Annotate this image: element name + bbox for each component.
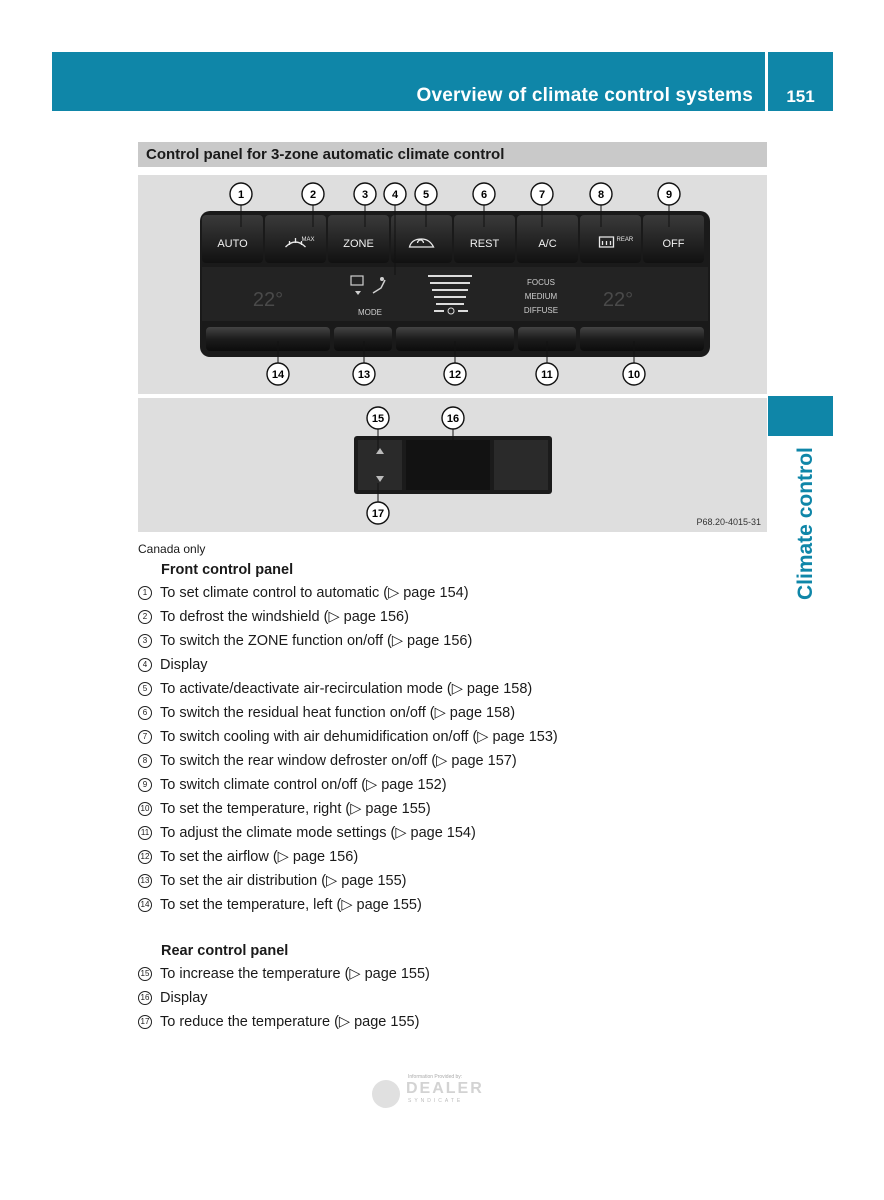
logo-name: DEALER bbox=[406, 1080, 484, 1097]
callout-8: 8 bbox=[597, 189, 605, 201]
temp-right-rocker[interactable] bbox=[580, 327, 704, 351]
callout-2: 2 bbox=[309, 189, 317, 201]
page-number: 151 bbox=[786, 87, 815, 106]
legend-item bbox=[138, 821, 558, 845]
legend-text: Display bbox=[160, 657, 208, 673]
legend-text: To activate/deactivate air-recirculation mode (▷ page 158) bbox=[160, 681, 533, 697]
callout-7: 7 bbox=[538, 189, 546, 201]
front-panel-illustration bbox=[138, 175, 767, 394]
front-panel-heading: Front control panel bbox=[161, 562, 294, 578]
air-distribution-rocker[interactable] bbox=[334, 327, 392, 351]
region-note: Canada only bbox=[138, 542, 206, 556]
front-panel-figure bbox=[138, 175, 767, 394]
legend-number: 5 bbox=[138, 682, 152, 696]
legend-text: To set the temperature, right (▷ page 155) bbox=[160, 801, 431, 817]
logo-emblem bbox=[372, 1080, 400, 1108]
logo-tagline: Information Provided by: bbox=[408, 1074, 463, 1080]
logo-subtitle: SYNDICATE bbox=[408, 1098, 464, 1104]
legend-item bbox=[138, 653, 558, 677]
max-label: MAX bbox=[301, 237, 315, 243]
legend-number: 15 bbox=[138, 967, 152, 981]
legend-number: 11 bbox=[138, 826, 152, 840]
temp-right-display: 22° bbox=[602, 289, 634, 311]
section-heading-bar bbox=[138, 142, 767, 167]
legend-item bbox=[138, 986, 430, 1010]
legend-text: To set the airflow (▷ page 156) bbox=[160, 849, 359, 865]
rear-display bbox=[406, 440, 490, 490]
legend-text: To switch cooling with air dehumidification on/off (▷ page 153) bbox=[160, 729, 558, 745]
legend-item bbox=[138, 725, 558, 749]
rear-blank-panel bbox=[494, 440, 548, 490]
legend-item bbox=[138, 677, 558, 701]
callout-17: 17 bbox=[371, 508, 385, 520]
callout-10: 10 bbox=[627, 369, 641, 381]
callout-13: 13 bbox=[357, 369, 371, 381]
legend-text: To switch the ZONE function on/off (▷ page 156) bbox=[160, 633, 473, 649]
mode-label: MODE bbox=[358, 308, 382, 317]
climate-mode-focus: FOCUS bbox=[527, 278, 555, 287]
page-number-box bbox=[768, 52, 833, 111]
legend-text: To switch climate control on/off (▷ page 152) bbox=[160, 777, 447, 793]
legend-number: 16 bbox=[138, 991, 152, 1005]
chapter-label: Climate control bbox=[794, 447, 817, 600]
legend-number: 14 bbox=[138, 898, 152, 912]
legend-number: 4 bbox=[138, 658, 152, 672]
legend-item bbox=[138, 869, 558, 893]
legend-item bbox=[138, 581, 558, 605]
rear-temp-rocker[interactable] bbox=[358, 440, 402, 490]
climate-mode-diffuse: DIFFUSE bbox=[523, 306, 559, 315]
legend-text: To defrost the windshield (▷ page 156) bbox=[160, 609, 409, 625]
callout-14: 14 bbox=[271, 369, 285, 381]
rear-panel-illustration bbox=[138, 398, 767, 532]
legend-number: 9 bbox=[138, 778, 152, 792]
legend-number: 10 bbox=[138, 802, 152, 816]
legend-number: 17 bbox=[138, 1015, 152, 1029]
callout-11: 11 bbox=[541, 369, 553, 381]
chapter-tab bbox=[768, 396, 833, 436]
legend-item bbox=[138, 773, 558, 797]
legend-text: To reduce the temperature (▷ page 155) bbox=[160, 1014, 420, 1030]
legend-number: 8 bbox=[138, 754, 152, 768]
callout-16: 16 bbox=[446, 413, 460, 425]
legend-item bbox=[138, 605, 558, 629]
legend-item bbox=[138, 962, 430, 986]
callout-3: 3 bbox=[361, 189, 369, 201]
off-button-label: OFF bbox=[662, 238, 685, 250]
zone-button-label: ZONE bbox=[343, 238, 374, 250]
temp-left-rocker[interactable] bbox=[206, 327, 330, 351]
temp-left-display: 22° bbox=[252, 289, 284, 311]
legend-text: To set climate control to automatic (▷ page 154) bbox=[160, 585, 469, 601]
callout-1: 1 bbox=[237, 189, 245, 201]
rear-panel-legend bbox=[138, 962, 430, 1034]
page-title: Overview of climate control systems bbox=[416, 85, 753, 106]
rear-panel-heading: Rear control panel bbox=[161, 943, 289, 959]
legend-item bbox=[138, 797, 558, 821]
callout-12: 12 bbox=[448, 369, 462, 381]
legend-text: To adjust the climate mode settings (▷ page 154) bbox=[160, 825, 476, 841]
legend-text: To switch the residual heat function on/off (▷ page 158) bbox=[160, 705, 516, 721]
legend-number: 1 bbox=[138, 586, 152, 600]
callout-15: 15 bbox=[371, 413, 385, 425]
legend-text: To switch the rear window defroster on/off (▷ page 157) bbox=[160, 753, 517, 769]
ac-button-label: A/C bbox=[538, 238, 557, 250]
section-title: Control panel for 3-zone automatic climate control bbox=[146, 146, 505, 163]
front-panel-legend bbox=[138, 581, 558, 917]
auto-button-label: AUTO bbox=[217, 238, 248, 250]
legend-number: 12 bbox=[138, 850, 152, 864]
callout-6: 6 bbox=[480, 189, 488, 201]
rest-button-label: REST bbox=[469, 238, 500, 250]
legend-item bbox=[138, 893, 558, 917]
legend-item bbox=[138, 629, 558, 653]
legend-text: To set the air distribution (▷ page 155) bbox=[160, 873, 407, 889]
legend-number: 6 bbox=[138, 706, 152, 720]
climate-mode-medium: MEDIUM bbox=[524, 292, 558, 301]
legend-item bbox=[138, 701, 558, 725]
figure-code: P68.20-4015-31 bbox=[696, 517, 761, 527]
legend-number: 7 bbox=[138, 730, 152, 744]
legend-number: 3 bbox=[138, 634, 152, 648]
legend-item bbox=[138, 1010, 430, 1034]
callout-5: 5 bbox=[422, 189, 430, 201]
legend-text: To increase the temperature (▷ page 155) bbox=[160, 966, 430, 982]
legend-item bbox=[138, 749, 558, 773]
legend-item bbox=[138, 845, 558, 869]
callout-4: 4 bbox=[391, 189, 399, 201]
dealer-syndicate-logo bbox=[372, 1074, 504, 1110]
legend-text: Display bbox=[160, 990, 208, 1006]
header-bar bbox=[52, 52, 765, 111]
rear-panel-figure bbox=[138, 398, 767, 532]
legend-text: To set the temperature, left (▷ page 155) bbox=[160, 897, 422, 913]
legend-number: 13 bbox=[138, 874, 152, 888]
rear-label: REAR bbox=[616, 237, 634, 243]
legend-number: 2 bbox=[138, 610, 152, 624]
callout-9: 9 bbox=[665, 189, 673, 201]
